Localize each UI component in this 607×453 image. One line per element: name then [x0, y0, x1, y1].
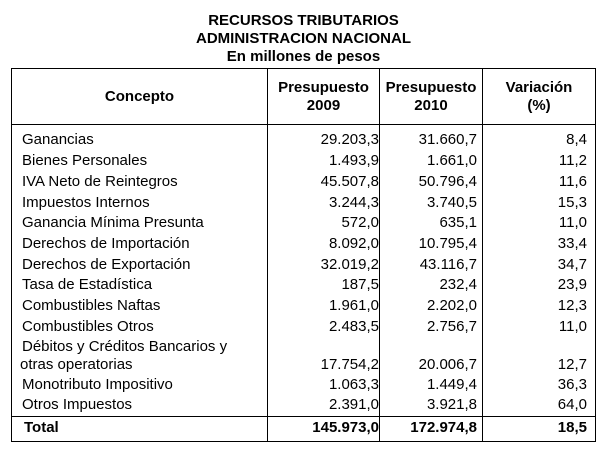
header-presupuesto-2010: Presupuesto 2010	[385, 78, 477, 114]
tax-resources-table: Concepto Presupuesto 2009 Presupuesto 2010 Variación (%) Ganancias 29.203,3 31.660,7 8,4 Bienes Personales 1.493,9 1.661,0 11,2 IVA Neto de Reintegros 45.507,8 50.796,4 11,6 Impuestos Internos 3.244,3 3.740,5 15,3 Ganancia Mínima Presunta 572,0 635,1 11,0 Derechos de Importación 8.092,0 10.795,4 33,4 Derechos de Exportación 32.019,2 43.116,7 34,7 Tasa de Estadística 187,5 232,4 23,9 Combustibles Naftas 1.961,0 2.202,0 12,3 Combustibles Otros 2.483,5 2.756,7 11,0 Débitos y Créditos Bancarios y otras operatorias 17.754,2 20.006,7 12,7 Monotributo Impositivo 1.063,3 1.449,4 36,3 Otros Impuestos 2.391,0 3.921,8 64,0 Total 145.973,0 172.974,8 18,5	[11, 68, 596, 442]
header-variacion: Variación (%)	[505, 78, 573, 114]
header-presupuesto-2009: Presupuesto 2009	[278, 78, 369, 114]
title-line-3: En millones de pesos	[226, 48, 381, 65]
header-divider	[12, 124, 595, 125]
total-divider	[12, 416, 595, 417]
header-concepto: Concepto	[104, 87, 175, 105]
document-title	[0, 12, 607, 66]
title-line-2: ADMINISTRACION NACIONAL	[196, 30, 411, 47]
title-line-1: RECURSOS TRIBUTARIOS	[208, 12, 399, 29]
